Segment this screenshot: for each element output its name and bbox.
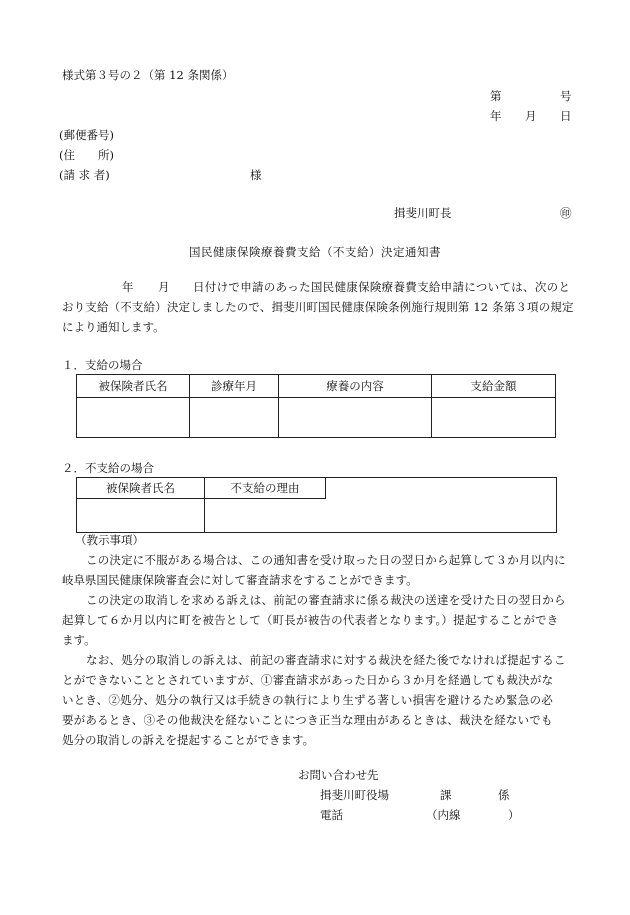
intro-month: 月 xyxy=(158,280,170,294)
doc-number-prefix: 第 xyxy=(490,89,502,103)
col-insured-name: 被保険者氏名 xyxy=(77,478,205,499)
notice-heading: （教示事項） xyxy=(75,533,144,547)
contact-office: 揖斐川町役場 xyxy=(320,788,389,802)
contact-section: 課 xyxy=(440,788,452,802)
col-treatment-content: 療養の内容 xyxy=(279,375,432,398)
notice-p1-line1: この決定に不服がある場合は、この通知書を受け取った日の翌日から起算して３か月以内に xyxy=(86,553,566,567)
cell-non-payment-reason[interactable] xyxy=(205,499,556,532)
date-day: 日 xyxy=(560,109,572,123)
non-payment-table xyxy=(76,477,557,533)
notice-p1-line2: 岐阜県国民健康保険審査会に対して審査請求をすることができます。 xyxy=(62,573,418,587)
contact-extension-close: ） xyxy=(508,808,520,822)
contact-extension-label: （内線 xyxy=(426,808,461,822)
section2-heading: ２．不支給の場合 xyxy=(62,461,154,475)
notice-p3-line5: 処分の取消しの訴えを提起することができます。 xyxy=(62,733,315,747)
col-insured-name: 被保険者氏名 xyxy=(77,375,190,398)
intro-line-3: により通知します。 xyxy=(62,320,165,334)
form-number: 様式第３号の２（第 12 条関係） xyxy=(62,68,234,82)
cell-insured-name[interactable] xyxy=(77,398,190,438)
notice-p3-line2: とができないこととされていますが、①審査請求があった日から３か月を経過しても裁決がな xyxy=(62,673,554,687)
section1-heading: １．支給の場合 xyxy=(62,358,143,372)
seal-mark: ㊞ xyxy=(560,206,572,220)
address-label: (住 所) xyxy=(59,148,114,162)
cell-payment-amount[interactable] xyxy=(432,398,556,438)
intro-year: 年 xyxy=(122,280,134,294)
claimant-honorific: 様 xyxy=(250,168,262,182)
cell-insured-name[interactable] xyxy=(77,499,204,532)
notice-p2-line2: 起算して６か月以内に町を被告として（町長が被告の代表者となります。）提起することができ xyxy=(62,613,559,627)
claimant-label: (請 求 者) xyxy=(59,168,110,182)
notice-p3-line4: 要があるとき、③その他裁決を経ないことにつき正当な理由があるときは、裁決を経ないでも xyxy=(62,713,553,727)
contact-heading: お問い合わせ先 xyxy=(298,768,379,782)
intro-line-1: 日付けで申請のあった国民健康保険療養費支給申請については、次のと xyxy=(193,280,571,294)
doc-number-suffix: 号 xyxy=(560,89,572,103)
notice-p3-line3: いとき、②処分、処分の執行又は手続きの執行により生ずる著しい損害を避けるため緊急の必 xyxy=(62,693,553,707)
contact-phone-label: 電話 xyxy=(320,808,343,822)
notice-p2-line3: ます。 xyxy=(62,633,96,647)
notice-p3-line1: なお、処分の取消しの訴えは、前記の審査請求に対する裁決を経た後でなければ提起するこ xyxy=(86,653,566,667)
col-non-payment-reason: 不支給の理由 xyxy=(205,478,326,499)
cell-treatment-month[interactable] xyxy=(190,398,279,438)
date-year: 年 xyxy=(490,109,502,123)
payment-table xyxy=(76,374,556,438)
document-title: 国民健康保険療養費支給（不支給）決定通知書 xyxy=(189,245,441,259)
intro-line-2: おり支給（不支給）決定しましたので、揖斐川町国民健康保険条例施行規則第 12 条第３項の規定 xyxy=(62,300,574,314)
col-treatment-month: 診療年月 xyxy=(190,375,279,398)
cell-treatment-content[interactable] xyxy=(279,398,432,438)
postal-code-label: (郵便番号) xyxy=(59,128,114,142)
col-payment-amount: 支給金額 xyxy=(432,375,556,398)
date-month: 月 xyxy=(525,109,537,123)
notice-p2-line1: この決定の取消しを求める訴えは、前記の審査請求に係る裁決の送達を受けた日の翌日から xyxy=(86,593,566,607)
contact-unit: 係 xyxy=(498,788,510,802)
issuer-name: 揖斐川町長 xyxy=(394,206,452,220)
